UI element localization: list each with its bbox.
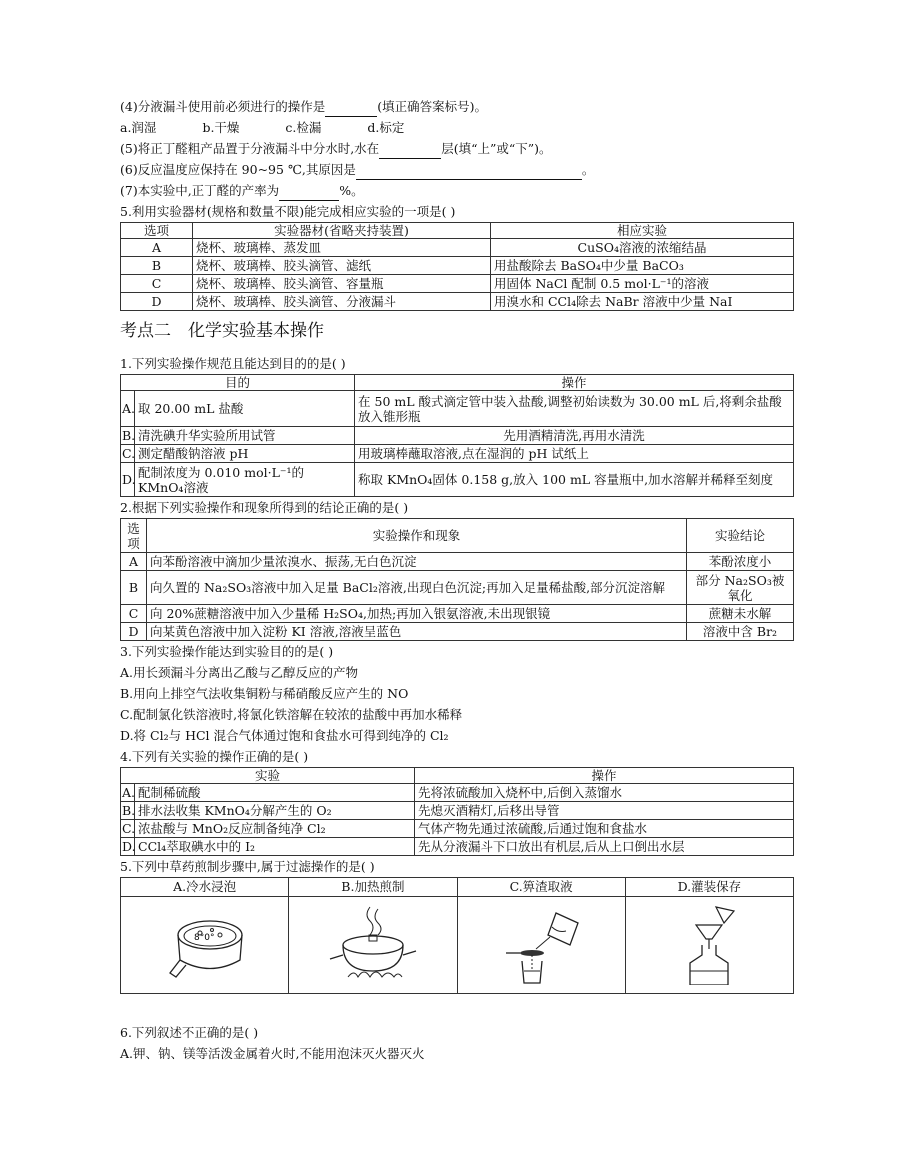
option-b: B.用向上排空气法收集铜粉与稀硝酸反应产生的 NO [120, 686, 409, 701]
option-d: d.标定 [367, 120, 405, 135]
option-c: C.配制氯化铁溶液时,将氯化铁溶解在较浓的盐酸中再加水稀释 [120, 707, 463, 722]
option-c: c.检漏 [285, 120, 322, 135]
caption-a: A.冷水浸泡 [121, 878, 289, 897]
q7-line [120, 180, 794, 201]
answer-blank[interactable] [379, 144, 441, 159]
table-row: A 向苯酚溶液中滴加少量浓溴水、振荡,无白色沉淀 苯酚浓度小 [121, 553, 794, 571]
filtering-icon [486, 905, 596, 985]
table-row: B. 清洗碘升华实验所用试管 先用酒精清洗,再用水清洗 [121, 427, 794, 445]
answer-blank[interactable] [279, 186, 339, 201]
question-stem: 3.下列实验操作能达到实验目的的是( ) [120, 644, 334, 659]
table-header: 选项 [121, 223, 193, 239]
q6-line [120, 159, 794, 180]
q7-text-end: %。 [339, 183, 364, 198]
q4-text: (4)分液漏斗使用前必须进行的操作是 [120, 99, 326, 114]
q2-table [120, 518, 794, 641]
q7-text: (7)本实验中,正丁醛的产率为 [120, 183, 280, 198]
table-header: 实验操作和现象 [147, 519, 687, 553]
answer-blank[interactable] [356, 165, 582, 180]
option-b: b.干燥 [202, 120, 240, 135]
q4-line [120, 96, 794, 117]
question-stem: 6.下列叙述不正确的是( ) [120, 1025, 259, 1040]
table-row: B 向久置的 Na₂SO₃溶液中加入足量 BaCl₂溶液,出现白色沉淀;再加入足量稀盐酸,部分沉淀溶解 部分 Na₂SO₃被氧化 [121, 571, 794, 605]
q6-text-end: 。 [581, 162, 595, 177]
q1-table [120, 374, 794, 497]
q6-text: (6)反应温度应保持在 90~95 ℃,其原因是 [120, 162, 356, 177]
table-row: D 向某黄色溶液中加入淀粉 KI 溶液,溶液呈蓝色 溶液中含 Br₂ [121, 623, 794, 641]
table-header: 操作 [415, 768, 794, 784]
caption-b: B.加热煎制 [289, 878, 457, 897]
question-stem: 4.下列有关实验的操作正确的是( ) [120, 749, 309, 764]
option-a: a.润湿 [120, 120, 157, 135]
equipment-table [120, 222, 794, 311]
q5-text: (5)将正丁醛粗产品置于分液漏斗中分水时,水在 [120, 141, 380, 156]
table-header: 目的 [121, 375, 355, 391]
section-title: 考点二 化学实验基本操作 [120, 321, 324, 341]
question-stem: 1.下列实验操作规范且能达到目的的是( ) [120, 356, 346, 371]
table-header: 实验 [121, 768, 415, 784]
bottling-icon [654, 905, 764, 985]
q5-text-end: 层(填“上”或“下”)。 [441, 141, 552, 156]
table-row: A 烧杯、玻璃棒、蒸发皿 CuSO₄溶液的浓缩结晶 [121, 239, 794, 257]
table-header: 相应实验 [491, 223, 794, 239]
table-row: B. 排水法收集 KMnO₄分解产生的 O₂ 先熄灭酒精灯,后移出导管 [121, 802, 794, 820]
table-header: 实验结论 [687, 519, 794, 553]
option-a: A.用长颈漏斗分离出乙酸与乙醇反应的产物 [120, 665, 359, 680]
table-row: B 烧杯、玻璃棒、胶头滴管、滤纸 用盐酸除去 BaSO₄中少量 BaCO₃ [121, 257, 794, 275]
soaking-pot-icon [150, 905, 260, 985]
table-row: A. 配制稀硫酸 先将浓硫酸加入烧杯中,后倒入蒸馏水 [121, 784, 794, 802]
table-row: D 烧杯、玻璃棒、胶头滴管、分液漏斗 用溴水和 CCl₄除去 NaBr 溶液中少量 NaI [121, 293, 794, 311]
option-a: A.钾、钠、镁等活泼金属着火时,不能用泡沫灭火器灭火 [120, 1046, 425, 1061]
table-row: D. 配制浓度为 0.010 mol·L⁻¹的 KMnO₄溶液 称取 KMnO₄固体 0.158 g,放入 100 mL 容量瓶中,加水溶解并稀释至刻度 [121, 463, 794, 497]
table-row: C. 测定醋酸钠溶液 pH 用玻璃棒蘸取溶液,点在湿润的 pH 试纸上 [121, 445, 794, 463]
table-row: A. 取 20.00 mL 盐酸 在 50 mL 酸式滴定管中装入盐酸,调整初始读数为 30.00 mL 后,将剩余盐酸放入锥形瓶 [121, 391, 794, 427]
question-stem: 5.利用实验器材(规格和数量不限)能完成相应实验的一项是( ) [120, 204, 456, 219]
boiling-pot-icon [318, 905, 428, 985]
table-header: 实验器材(省略夹持装置) [193, 223, 491, 239]
caption-c: C.箅渣取液 [457, 878, 625, 897]
table-header: 选项 [121, 519, 147, 553]
herb-steps-figure [120, 877, 794, 994]
table-row: C 向 20%蔗糖溶液中加入少量稀 H₂SO₄,加热;再加入银氨溶液,未出现银镜 蔗糖未水解 [121, 605, 794, 623]
option-d: D.将 Cl₂与 HCl 混合气体通过饱和食盐水可得到纯净的 Cl₂ [120, 728, 449, 743]
q4-text-end: (填正确答案标号)。 [377, 99, 487, 114]
q4-table [120, 767, 794, 856]
table-header: 操作 [355, 375, 794, 391]
caption-d: D.灌装保存 [625, 878, 793, 897]
answer-blank[interactable] [325, 102, 377, 117]
question-stem: 2.根据下列实验操作和现象所得到的结论正确的是( ) [120, 500, 409, 515]
table-row: D. CCl₄萃取碘水中的 I₂ 先从分液漏斗下口放出有机层,后从上口倒出水层 [121, 838, 794, 856]
q5-line [120, 138, 794, 159]
question-stem: 5.下列中草药煎制步骤中,属于过滤操作的是( ) [120, 859, 375, 874]
document-page [120, 96, 794, 1064]
q4-options [120, 117, 794, 138]
table-row: C 烧杯、玻璃棒、胶头滴管、容量瓶 用固体 NaCl 配制 0.5 mol·L⁻¹的溶液 [121, 275, 794, 293]
svg-text:8°0°: 8°0° [193, 933, 215, 943]
table-row: C. 浓盐酸与 MnO₂反应制备纯净 Cl₂ 气体产物先通过浓硫酸,后通过饱和食盐水 [121, 820, 794, 838]
